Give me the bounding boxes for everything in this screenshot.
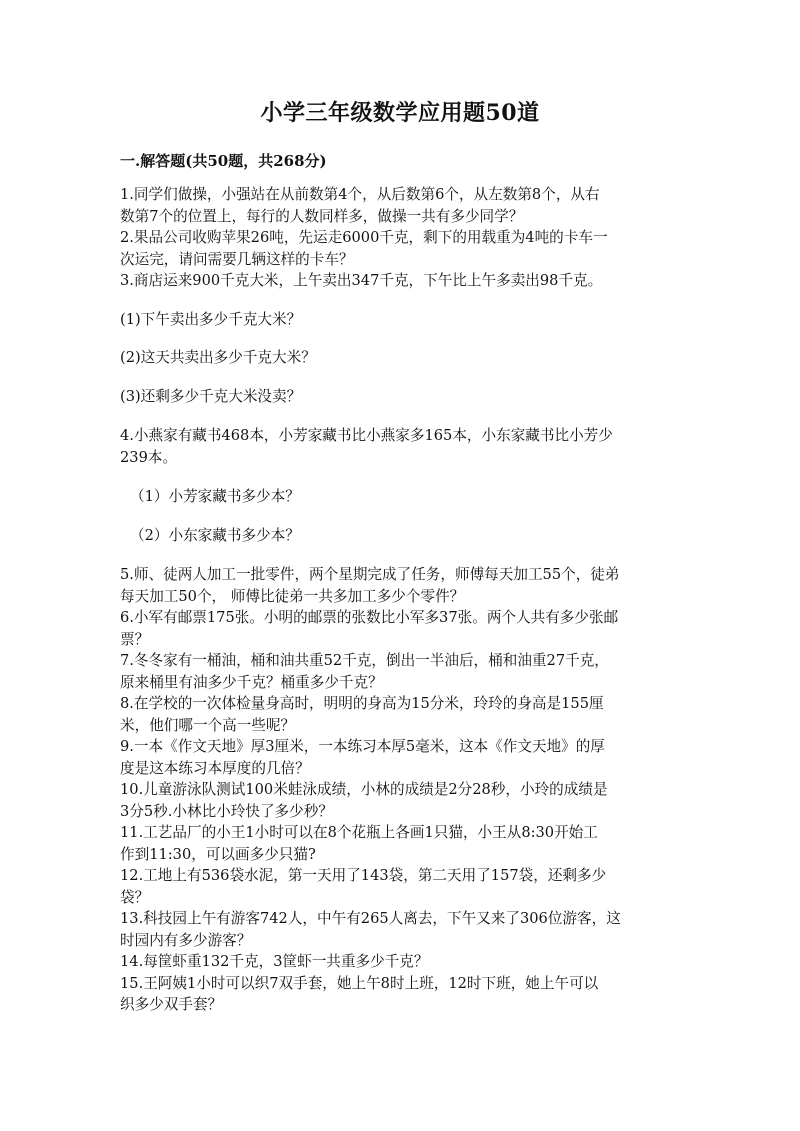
question-3-sub-2: (2)这天共卖出多少千克大米？ bbox=[120, 349, 316, 366]
question-10-line-1: 10.儿童游泳队测试100米蛙泳成绩，小林的成绩是2分28秒，小玲的成绩是 bbox=[120, 781, 608, 798]
question-3-sub-3: (3)还剩多少千克大米没卖？ bbox=[120, 387, 302, 405]
question-4-line-2: 239本。 bbox=[120, 448, 178, 466]
question-4-sub-2: （2）小东家藏书多少本？ bbox=[130, 526, 300, 544]
question-12-line-1: 12.工地上有536袋水泥，第一天用了143袋，第二天用了157袋，还剩多少 bbox=[120, 867, 607, 884]
question-2-line-2: 次运完，请问需要几辆这样的卡车？ bbox=[120, 250, 354, 268]
question-15-line-1: 15.王阿姨1小时可以织7双手套，她上午8时上班，12时下班，她上午可以 bbox=[120, 974, 599, 992]
question-13-line-1: 13.科技园上午有游客742人，中午有265人离去，下午又来了306位游客，这 bbox=[120, 910, 621, 927]
question-8-line-2: 米，他们哪一个高一些呢？ bbox=[120, 716, 296, 734]
question-14: 14.每筐虾重132千克，3筐虾一共重多少千克？ bbox=[120, 953, 429, 970]
question-4-line-1: 4.小燕家有藏书468本，小芳家藏书比小燕家多165本，小东家藏书比小芳少 bbox=[120, 427, 613, 444]
question-1-line-1: 1.同学们做操，小强站在从前数第4个，从后数第6个，从左数第8个，从右 bbox=[120, 186, 600, 203]
question-10-line-2: 3分5秒.小林比小玲快了多少秒？ bbox=[120, 802, 333, 820]
question-3: 3.商店运来900千克大米，上午卖出347千克，下午比上午多卖出98千克。 bbox=[120, 272, 603, 289]
question-5-line-1: 5.师、徒两人加工一批零件，两个星期完成了任务，师傅每天加工55个，徒弟 bbox=[120, 566, 620, 583]
page-title: 小学三年级数学应用题50道 bbox=[260, 100, 540, 126]
section-heading: 一.解答题(共50题，共268分) bbox=[120, 152, 327, 170]
question-12-line-2: 袋？ bbox=[120, 888, 150, 906]
question-11-line-2: 作到11:30，可以画多少只猫? bbox=[120, 845, 316, 863]
question-5-line-2: 每天加工50个， 师傅比徒弟一共多加工多少个零件？ bbox=[120, 587, 465, 605]
question-11-line-1: 11.工艺品厂的小王1小时可以在8个花瓶上各画1只猫，小王从8:30开始工 bbox=[120, 824, 598, 841]
question-6-line-1: 6.小军有邮票175张。小明的邮票的张数比小军多37张。两个人共有多少张邮 bbox=[120, 609, 619, 626]
question-3-sub-1: (1)下午卖出多少千克大米？ bbox=[120, 310, 302, 328]
question-4-sub-1: （1）小芳家藏书多少本？ bbox=[130, 488, 300, 505]
question-15-line-2: 织多少双手套？ bbox=[120, 996, 223, 1013]
question-9-line-2: 度是这本练习本厚度的几倍？ bbox=[120, 759, 310, 777]
question-list bbox=[120, 184, 682, 1016]
question-7-line-1: 7.冬冬家有一桶油，桶和油共重52千克，倒出一半油后，桶和油重27千克， bbox=[120, 652, 609, 669]
question-1-line-2: 数第7个的位置上，每行的人数同样多，做操一共有多少同学？ bbox=[120, 207, 524, 225]
question-2-line-1: 2.果品公司收购苹果26吨，先运走6000千克，剩下的用载重为4吨的卡车一 bbox=[120, 229, 608, 246]
question-13-line-2: 时园内有多少游客？ bbox=[120, 931, 252, 949]
question-9-line-1: 9.一本《作文天地》厚3厘米，一本练习本厚5毫米，这本《作文天地》的厚 bbox=[120, 738, 605, 755]
question-8-line-1: 8.在学校的一次体检量身高时，明明的身高为15分米，玲玲的身高是155厘 bbox=[120, 695, 604, 712]
question-6-line-2: 票？ bbox=[120, 630, 150, 648]
question-7-line-2: 原来桶里有油多少千克？桶重多少千克？ bbox=[120, 673, 383, 691]
